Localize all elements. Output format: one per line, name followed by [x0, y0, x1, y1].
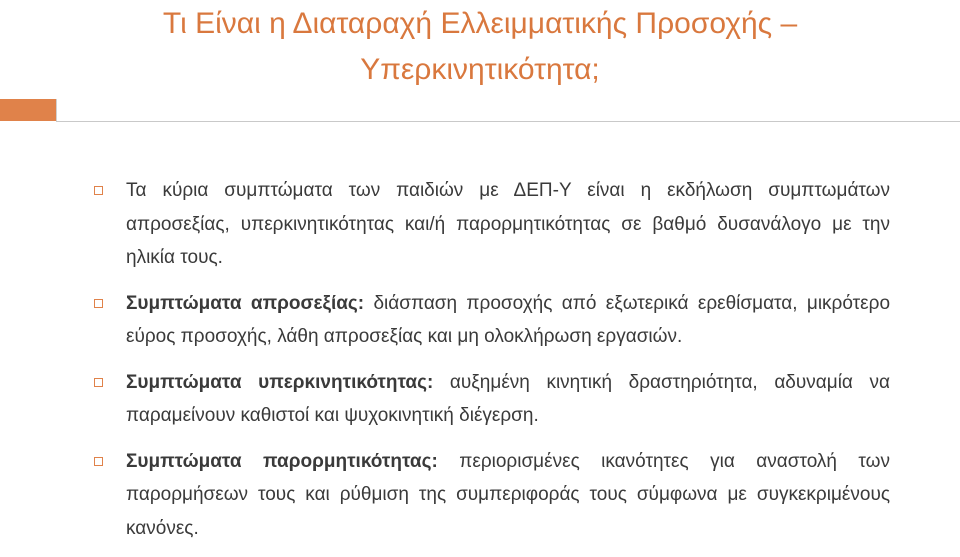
bullet-heading: Συμπτώματα απροσεξίας:	[126, 292, 365, 314]
square-outline-icon	[94, 378, 103, 387]
accent-rule	[56, 121, 960, 122]
bullet-item-inattention	[94, 287, 890, 354]
slide-title-line-1: Τι Είναι η Διαταραχή Ελλειμματικής Προσοχής –	[162, 7, 798, 40]
bullet-text: Τα κύρια συμπτώματα των παιδιών με ΔΕΠ-Υ είναι η εκδήλωση συμπτωμάτων απροσεξίας, υπερκινητικότητας και/ή παρορμητικότητας σε βαθμό δυσανάλογο με την ηλικία τους.	[126, 180, 890, 268]
bullet-text: αυξημένη κινητική δραστηριότητα, αδυναμία να παραμείνουν καθιστοί και ψυχοκινητική διέγερση.	[126, 371, 890, 426]
square-outline-icon	[94, 186, 103, 195]
square-outline-icon	[94, 457, 103, 466]
bullet-item-main-symptoms	[94, 174, 890, 275]
bullet-item-impulsivity	[94, 445, 890, 546]
bullet-list	[94, 174, 890, 557]
accent-block	[0, 99, 56, 121]
bullet-heading: Συμπτώματα υπερκινητικότητας:	[126, 371, 434, 393]
square-outline-icon	[94, 299, 103, 308]
bullet-heading: Συμπτώματα παρορμητικότητας:	[126, 450, 438, 472]
slide-title-line-2: Υπερκινητικότητα;	[360, 53, 600, 86]
bullet-text: περιορισμένες ικανότητες για αναστολή των παρορμήσεων τους και ρύθμιση της συμπεριφοράς τους σύμφωνα με συγκεκριμένους κανόνες.	[126, 450, 890, 539]
accent-vertical-rule	[56, 99, 57, 121]
bullet-text: διάσπαση προσοχής από εξωτερικά ερεθίσματα, μικρότερο εύρος προσοχής, λάθη απροσεξίας και μη ολοκλήρωση εργασιών.	[126, 292, 891, 347]
slide-title	[60, 0, 900, 93]
bullet-item-hyperactivity	[94, 366, 890, 433]
